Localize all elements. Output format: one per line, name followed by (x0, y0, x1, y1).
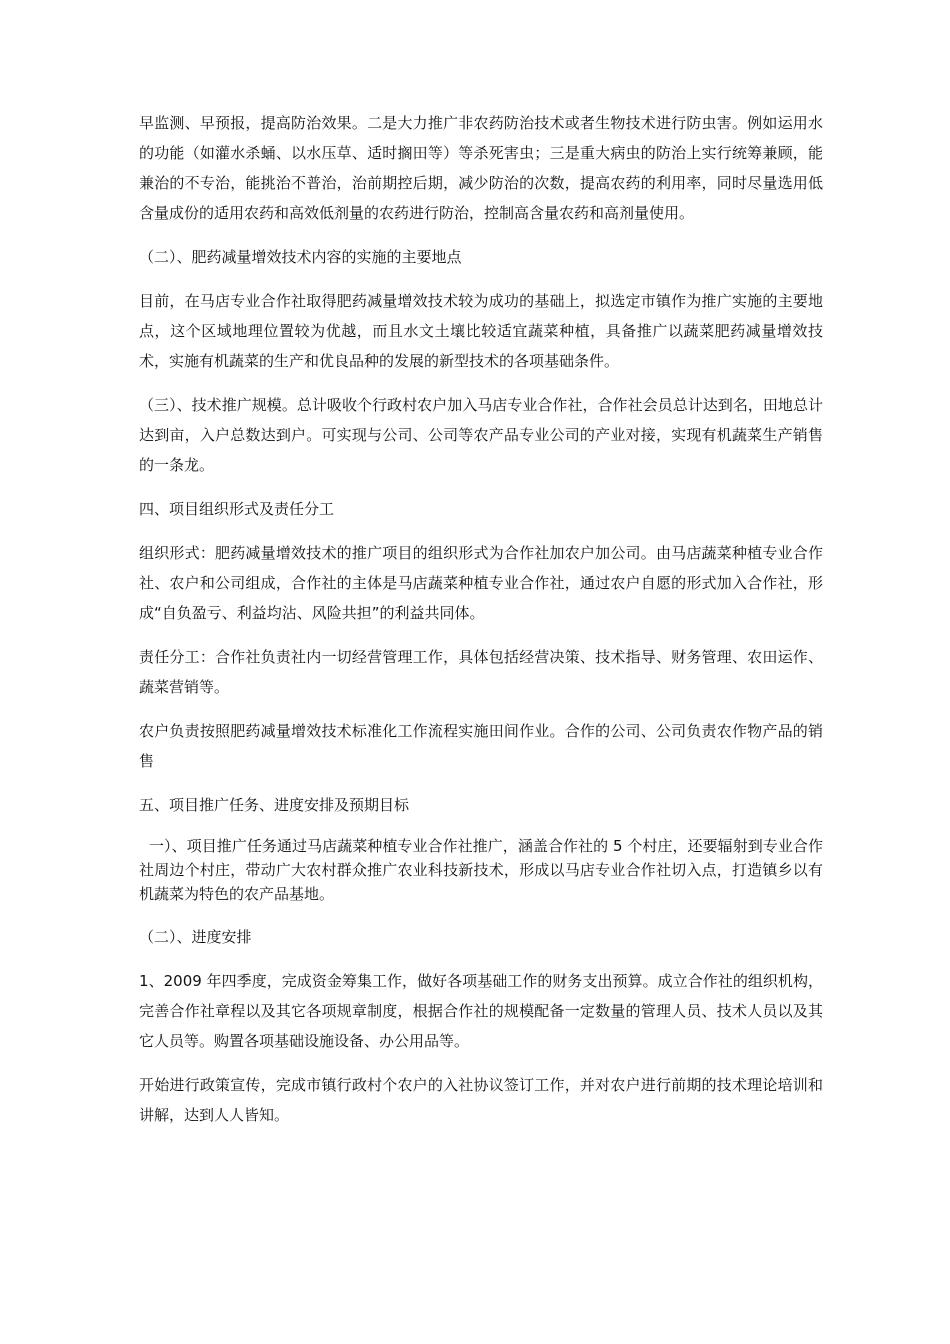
paragraph-farmer-responsibility: 农户负责按照肥药减量增效技术标准化工作流程实施田间作业。合作的公司、公司负责农作物产品的销售 (139, 722, 823, 770)
paragraph-responsibility: 责任分工：合作社负责社内一切经营管理工作，具体包括经营决策、技术指导、财务管理、农田运作、蔬菜营销等。 (139, 648, 823, 696)
heading-schedule: （二）、进度安排 (139, 928, 252, 946)
paragraph-promotion-scale: （三）、技术推广规模。总计吸收个行政村农户加入马店专业合作社，合作社会员总计达到名，田地总计达到亩，入户总数达到户。可实现与公司、公司等农产品专业公司的产业对接，实现有机蔬菜生产销售的一条龙。 (139, 396, 823, 474)
paragraph-organization-form: 组织形式：肥药减量增效技术的推广项目的组织形式为合作社加农户加公司。由马店蔬菜种植专业合作社、农户和公司组成，合作社的主体是马店蔬菜种植专业合作社，通过农户自愿的形式加入合作社，形成“自负盈亏、利益均沾、风险共担”的利益共同体。 (139, 544, 823, 622)
paragraph-promotion-tasks: 一）、项目推广任务通过马店蔬菜种植专业合作社推广，涵盖合作社的 5 个村庄，还要辐射到专业合作社周边个村庄，带动广大农村群众推广农业科技新技术，形成以马店专业合作社切入点，打造镇乡以有机蔬菜为特色的农产品基地。 (139, 837, 823, 903)
paragraph-pest-control: 早监测、早预报，提高防治效果。二是大力推广非农药防治技术或者生物技术进行防虫害。例如运用水的功能（如灌水杀蛹、以水压草、适时搁田等）等杀死害虫；三是重大病虫的防治上实行统筹兼顾，能兼治的不专治，能挑治不普治，治前期控后期，减少防治的次数，提高农药的利用率，同时尽量选用低含量成份的适用农药和高效低剂量的农药进行防治，控制高含量农药和高剂量使用。 (139, 114, 823, 222)
paragraph-schedule-q4: 1、2009 年四季度，完成资金筹集工作，做好各项基础工作的财务支出预算。成立合作社的组织机构，完善合作社章程以及其它各项规章制度，根据合作社的规模配备一定数量的管理人员、技术人员以及其它人员等。购置各项基础设施设备、办公用品等。 (139, 972, 823, 1050)
paragraph-policy-publicity: 开始进行政策宣传，完成市镇行政村个农户的入社协议签订工作，并对农户进行前期的技术理论培训和讲解，达到人人皆知。 (139, 1076, 823, 1124)
document-page (139, 108, 823, 1144)
heading-tasks-schedule: 五、项目推广任务、进度安排及预期目标 (139, 796, 410, 814)
heading-organization: 四、项目组织形式及责任分工 (139, 500, 335, 518)
paragraph-location-details: 目前，在马店专业合作社取得肥药减量增效技术较为成功的基础上，拟选定市镇作为推广实施的主要地点，这个区域地理位置较为优越，而且水文土壤比较适宜蔬菜种植，具备推广以蔬菜肥药减量增效技术，实施有机蔬菜的生产和优良品种的发展的新型技术的各项基础条件。 (139, 292, 823, 370)
heading-implementation-location: （二）、肥药减量增效技术内容的实施的主要地点 (139, 248, 462, 266)
